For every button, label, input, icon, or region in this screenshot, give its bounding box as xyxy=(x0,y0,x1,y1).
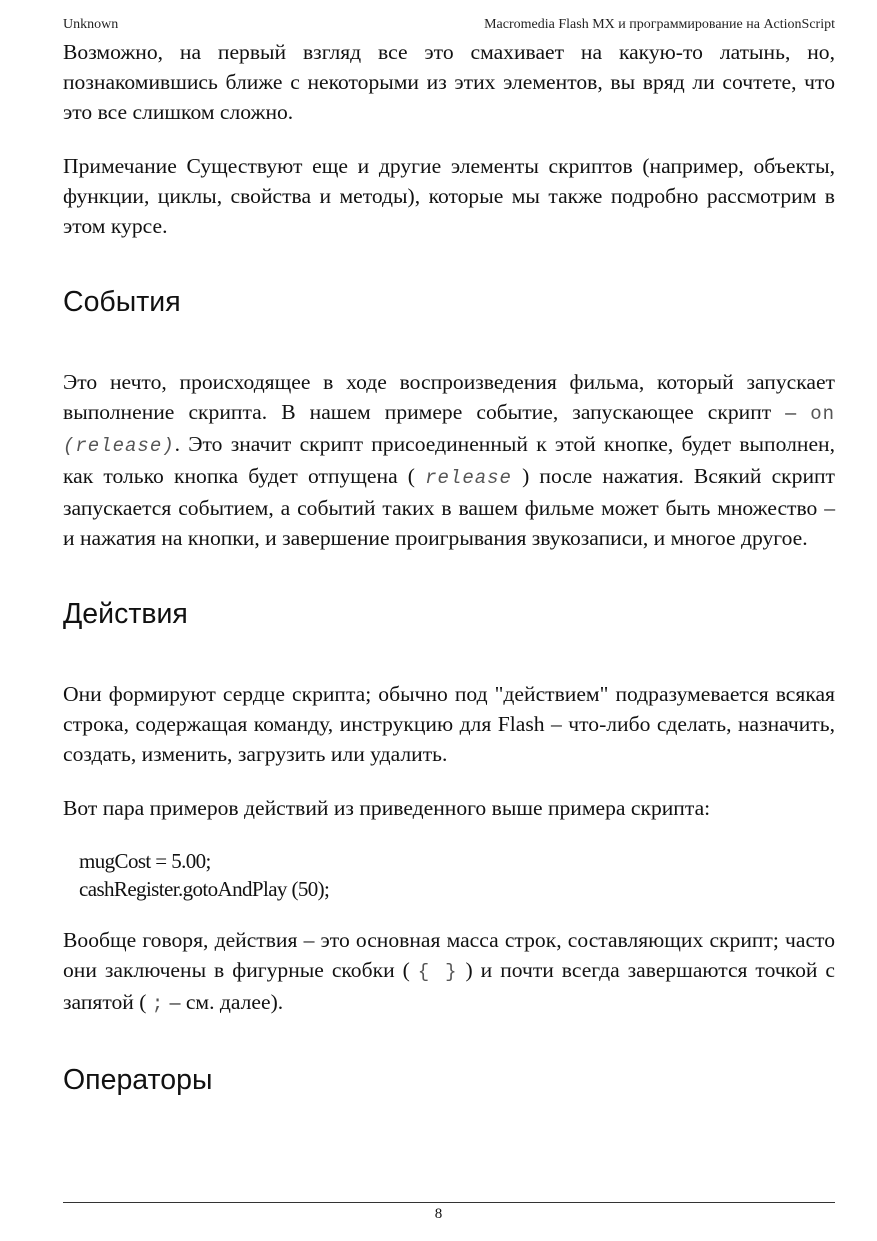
code-line: mugCost = 5.00; xyxy=(79,849,211,873)
code-block xyxy=(79,847,835,903)
paragraph-intro: Возможно, на первый взгляд все это смахивает на какую-то латынь, но, познакомившись ближе с некоторыми из этих элементов, вы вряд ли сочтете, что это все слишком сложно. xyxy=(63,40,835,124)
code-on: on xyxy=(810,403,835,425)
code-release: release xyxy=(425,467,512,489)
paragraph-actions-summary xyxy=(63,925,835,1019)
page-number: 8 xyxy=(434,1206,443,1222)
code-braces: { } xyxy=(417,961,458,983)
events-text-2: . Это значит скрипт присоединенный к этой кнопке, будет выполнен, как только кнопка будет отпущена ( xyxy=(63,432,835,488)
events-text-1: Это нечто, происходящее в ходе воспроизведения фильма, который запускает выполнение скрипта. В нашем примере событие, запускающее скрипт – xyxy=(63,370,835,424)
paragraph-note: Примечание Существуют еще и другие элементы скриптов (например, объекты, функции, циклы, свойства и методы), которые мы также подробно рассмотрим в этом курсе. xyxy=(63,154,835,238)
paragraph-events xyxy=(63,367,835,553)
actions-text-3c: – см. далее). xyxy=(164,990,284,1014)
header-left: Unknown xyxy=(63,17,119,32)
header-right: Macromedia Flash MX и программирование на ActionScript xyxy=(484,17,835,32)
code-semicolon: ; xyxy=(151,993,165,1015)
actions-text-3a: Вообще говоря, действия – это основная масса строк, составляющих скрипт; часто они заключены в фигурные скобки ( xyxy=(63,928,835,982)
paragraph-actions: Они формируют сердце скрипта; обычно под "действием" подразумевается всякая строка, содержащая команду, инструкцию для Flash – что-либо сделать, назначить, создать, изменить, загрузить или удалить. xyxy=(63,682,835,766)
code-release-paren: (release) xyxy=(63,435,175,457)
paragraph-actions-examples: Вот пара примеров действий из приведенного выше примера скрипта: xyxy=(63,796,711,820)
heading-actions: Действия xyxy=(63,598,188,630)
code-line: cashRegister.gotoAndPlay (50); xyxy=(79,877,330,901)
heading-operators: Операторы xyxy=(63,1064,213,1096)
events-text-3: ) после нажатия. Всякий скрипт запускается событием, а событий таких в вашем фильме может быть множество – и нажатия на кнопки, и завершение проигрывания звукозаписи, и многое другое. xyxy=(63,464,835,550)
heading-events: События xyxy=(63,286,181,318)
actions-text-3b: ) и почти всегда завершаются точкой с запятой ( xyxy=(63,958,835,1014)
document-body xyxy=(63,37,835,1097)
footer-divider xyxy=(63,1202,835,1203)
